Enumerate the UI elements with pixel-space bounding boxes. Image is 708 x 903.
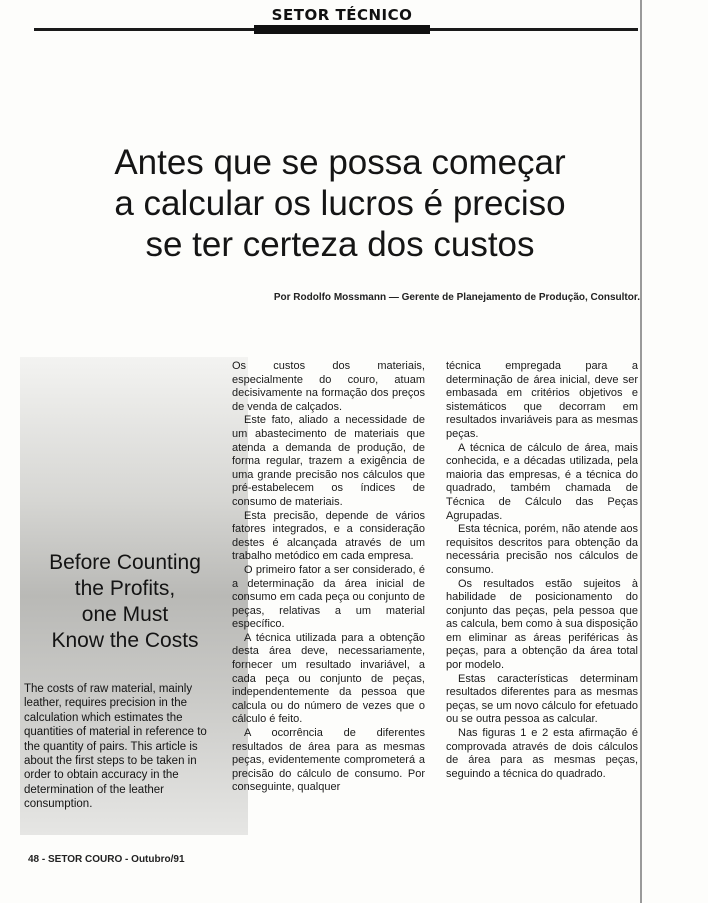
article-headline (60, 142, 620, 265)
article-byline: Por Rodolfo Mossmann — Gerente de Planejamento de Produção, Consultor. (273, 292, 640, 303)
paragraph: A técnica utilizada para a obtenção desta área deve, necessariamente, fornecer um resultado invariável, a cada peça ou conjunto de peças, independentemente da pessoa que calcula ou do número de vezes que o cálculo é feito. (232, 631, 425, 726)
headline-line: se ter certeza dos custos (145, 225, 535, 264)
body-column-1 (232, 360, 425, 795)
paragraph: Estas características determinam resultados diferentes para as mesmas peças, se um novo cálculo for efetuado ou se outra pessoa as calcular. (446, 672, 638, 726)
paragraph: O primeiro fator a ser considerado, é a determinação da área inicial de consumo em cada peça ou conjunto de peças, relativas a um material específico. (232, 563, 425, 631)
sidebar-title-line: one Must (81, 603, 169, 626)
sidebar-title-line: Before Counting (49, 551, 201, 574)
paragraph: Os custos dos materiais, especialmente do couro, atuam decisivamente na formação dos preços de venda de calçados. (232, 360, 425, 413)
sidebar-summary: The costs of raw material, mainly leather, requires precision in the calculation which estimates the quantities of material in reference to the quantity of pairs. This article is about the first steps to be taken in order to obtain accuracy in the determination of the leather consumption. (24, 683, 207, 811)
paragraph: Este fato, aliado a necessidade de um abastecimento de materiais que atenda a demanda de produção, de forma regular, trazem a exigência de uma grande precisão nos cálculos que pré-estabelecem os índices de consumo de materiais. (232, 414, 425, 508)
headline-line: Antes que se possa começar (114, 143, 566, 182)
sidebar-title (20, 550, 230, 654)
paragraph: Esta técnica, porém, não atende aos requisitos descritos para obtenção da necessária precisão nos cálculos de consumo. (446, 523, 638, 576)
section-label: SETOR TÉCNICO (271, 6, 413, 24)
sidebar-title-line: Know the Costs (51, 629, 199, 652)
paragraph: Esta precisão, depende de vários fatores integrados, e a consideração destes é alcançada através de um trabalho metódico em cada empresa. (232, 509, 425, 563)
headline-line: a calcular os lucros é preciso (114, 184, 566, 223)
paragraph: técnica empregada para a determinação de área inicial, deve ser embasada em critérios objetivos e sistemáticos que decorram em resultados invariáveis para as mesmas peças. (446, 360, 638, 440)
sidebar-title-line: the Profits, (74, 577, 176, 600)
paragraph: A ocorrência de diferentes resultados de área para as mesmas peças, evidentemente comprometerá a precisão do cálculo de consumo. Por conseguinte, qualquer (232, 727, 425, 794)
body-column-2 (446, 360, 638, 781)
header-bar (254, 25, 430, 34)
paragraph: A técnica de cálculo de área, mais conhecida, e a décadas utilizada, pela maioria das empresas, é a técnica do quadrado, também chamada de Técnica de Cálculo das Peças Agrupadas. (446, 441, 638, 522)
paragraph: Nas figuras 1 e 2 esta afirmação é comprovada através de dois cálculos de área para as mesmas peças, seguindo a técnica do quadrado. (446, 727, 638, 780)
page-footer: 48 - SETOR COURO - Outubro/91 (28, 854, 185, 865)
paragraph: Os resultados estão sujeitos à habilidade de posicionamento do conjunto das peças, pela pessoa que as calcula, bem como à sua disposição em eliminar as áreas periféricas às peças, para a obtenção da área total por modelo. (446, 577, 638, 672)
page-edge-line (640, 0, 642, 903)
